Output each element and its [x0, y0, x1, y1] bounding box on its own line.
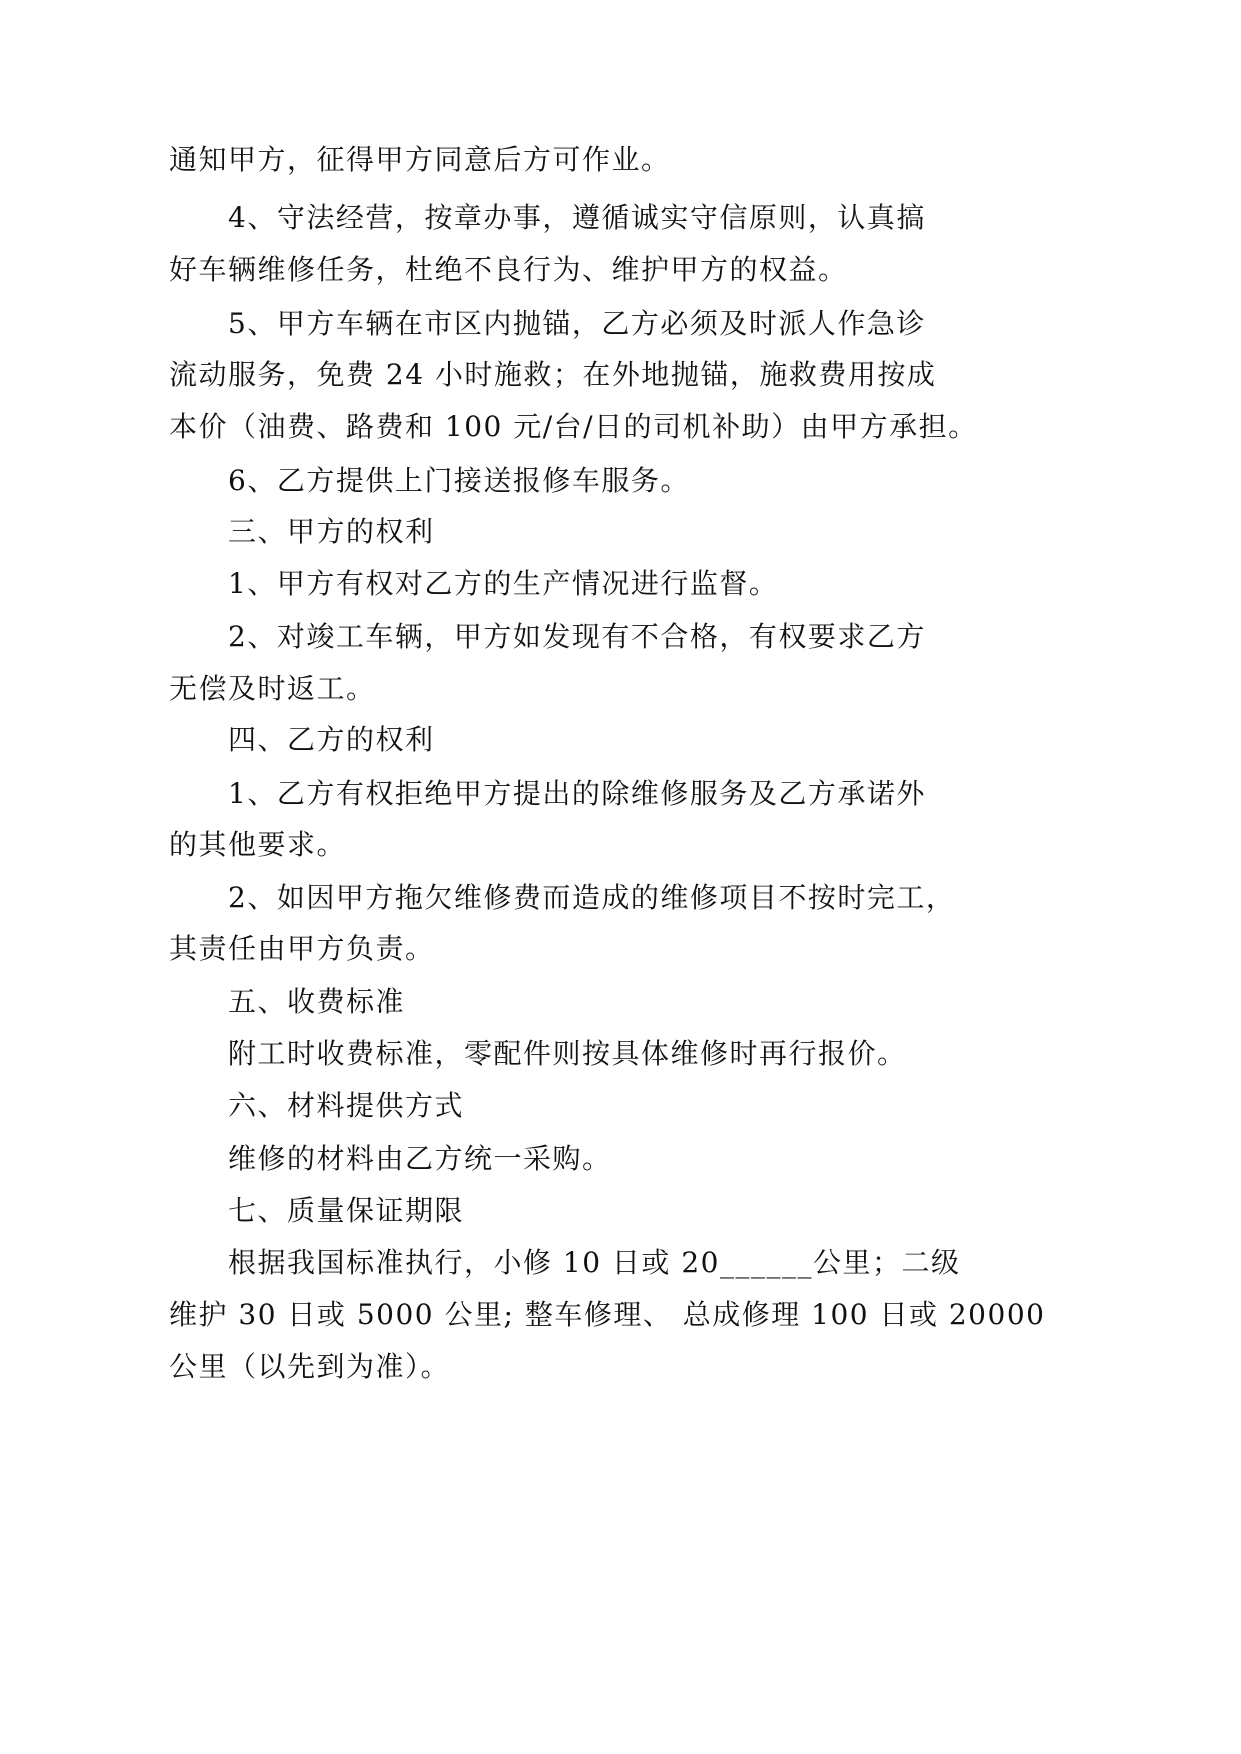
text-line: 的其他要求。 [169, 828, 347, 861]
section-heading-7: 七、质量保证期限 [228, 1194, 465, 1227]
clause-3-1: 1、甲方有权对乙方的生产情况进行监督。 [228, 567, 779, 600]
clause-2-6: 6、乙方提供上门接送报修车服务。 [228, 464, 690, 497]
text-line: 其责任由甲方负责。 [169, 932, 435, 965]
clause-2-4: 4、守法经营，按章办事，遵循诚实守信原则，认真搞 [228, 201, 926, 234]
clause-3-2: 2、对竣工车辆，甲方如发现有不合格，有权要求乙方 [228, 620, 926, 653]
material-supply-text: 维修的材料由乙方统一采购。 [228, 1142, 612, 1175]
text-line: 流动服务，免费 24 小时施救；在外地抛锚，施救费用按成 [169, 358, 937, 391]
section-heading-3: 三、甲方的权利 [228, 515, 435, 548]
text-line: 通知甲方，征得甲方同意后方可作业。 [169, 143, 671, 176]
text-line: 无偿及时返工。 [169, 672, 376, 705]
clause-4-1: 1、乙方有权拒绝甲方提出的除维修服务及乙方承诺外 [228, 777, 926, 810]
text-line: 公里（以先到为准）。 [169, 1350, 451, 1383]
section-heading-4: 四、乙方的权利 [228, 723, 435, 756]
clause-4-2: 2、如因甲方拖欠维修费而造成的维修项目不按时完工， [228, 881, 956, 914]
text-line: 本价（油费、路费和 100 元/台/日的司机补助）由甲方承担。 [169, 410, 978, 443]
fee-standard-text: 附工时收费标准，零配件则按具体维修时再行报价。 [228, 1037, 907, 1070]
section-heading-5: 五、收费标准 [228, 985, 406, 1018]
section-heading-6: 六、材料提供方式 [228, 1089, 465, 1122]
text-line: 好车辆维修任务，杜绝不良行为、维护甲方的权益。 [169, 253, 848, 286]
warranty-text: 根据我国标准执行，小修 10 日或 20______公里；二级 [228, 1246, 961, 1279]
clause-2-5: 5、甲方车辆在市区内抛锚，乙方必须及时派人作急诊 [228, 307, 926, 340]
text-line: 维护 30 日或 5000 公里; 整车修理、 总成修理 100 日或 20000 [169, 1298, 1046, 1331]
